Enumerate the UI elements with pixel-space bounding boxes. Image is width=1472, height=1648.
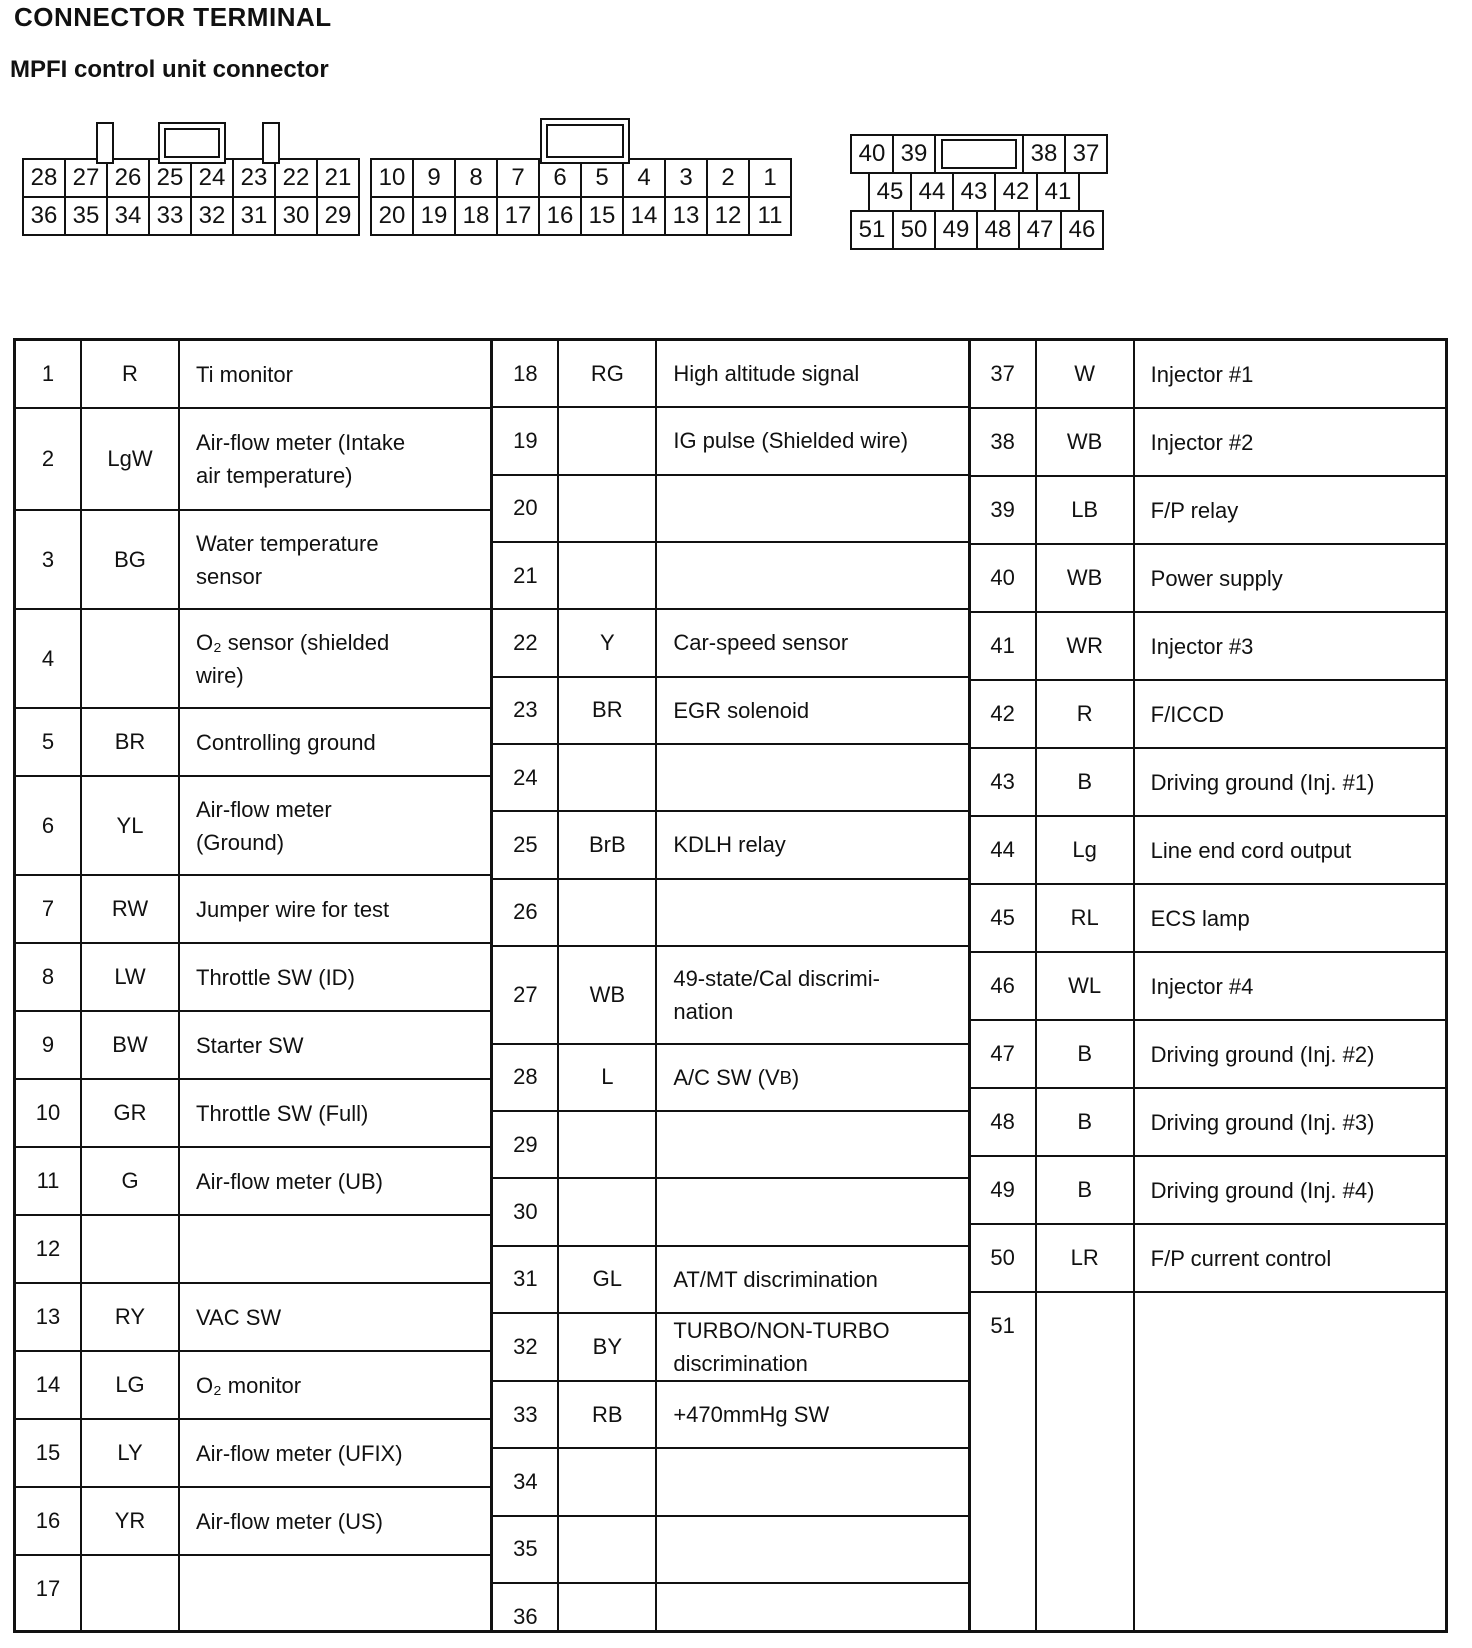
connector-a	[24, 160, 360, 236]
wire-color: WB	[1037, 409, 1135, 475]
connector-pin: 5	[580, 158, 624, 198]
terminal-description	[657, 1584, 967, 1630]
terminal-description: Air-flow meter (UB)	[196, 1168, 384, 1194]
terminal-description: O₂ sensor (shielded wire)	[196, 629, 390, 688]
table-row	[493, 1517, 967, 1584]
connector-pin: 33	[148, 196, 192, 236]
terminal-number: 35	[493, 1517, 559, 1582]
wire-color: YL	[82, 777, 180, 874]
wire-color: RW	[82, 876, 180, 942]
table-row	[493, 812, 967, 879]
connector-pin: 2	[706, 158, 750, 198]
terminal-description: A/C SW (V B )	[673, 1064, 800, 1090]
wire-color	[82, 610, 180, 707]
table-row	[971, 817, 1445, 885]
terminal-description	[657, 1112, 967, 1177]
terminal-number: 46	[971, 953, 1037, 1019]
wire-color	[559, 476, 657, 541]
connector-pin: 15	[580, 196, 624, 236]
connector-pin: 18	[454, 196, 498, 236]
table-row	[493, 1584, 967, 1630]
terminal-description: Driving ground (Inj. #4)	[1150, 1177, 1375, 1203]
connector-pin: 29	[316, 196, 360, 236]
connector-pin: 6	[538, 158, 582, 198]
connector-pin: 28	[22, 158, 66, 198]
wire-color	[82, 1556, 180, 1630]
terminal-number: 2	[16, 409, 82, 509]
wire-color: Y	[559, 610, 657, 675]
connector-pin: 50	[892, 210, 936, 250]
table-row	[493, 476, 967, 543]
connector-pin: 14	[622, 196, 666, 236]
wire-color: BR	[82, 709, 180, 775]
table-row	[16, 1556, 490, 1630]
terminal-description: High altitude signal	[673, 361, 860, 387]
terminal-table	[13, 338, 1448, 1633]
terminal-description: 49-state/Cal discrimi- nation	[673, 965, 880, 1024]
wire-color: BR	[559, 678, 657, 743]
terminal-description: IG pulse (Shielded wire)	[673, 428, 909, 454]
terminal-number: 23	[493, 678, 559, 743]
table-row	[971, 885, 1445, 953]
terminal-description: Injector #3	[1150, 633, 1254, 659]
table-row	[971, 1293, 1445, 1630]
terminal-description: Air-flow meter (UFIX)	[196, 1440, 403, 1466]
terminal-number: 42	[971, 681, 1037, 747]
terminal-number: 17	[16, 1556, 82, 1630]
wire-color: L	[559, 1045, 657, 1110]
table-row	[493, 678, 967, 745]
wire-color: RL	[1037, 885, 1135, 951]
terminal-table-column-1	[16, 341, 493, 1630]
terminal-description: Throttle SW (ID)	[196, 964, 355, 990]
page-title: CONNECTOR TERMINAL	[14, 2, 332, 32]
terminal-number: 27	[493, 947, 559, 1043]
table-row	[971, 545, 1445, 613]
terminal-number: 13	[16, 1284, 82, 1350]
table-row	[971, 1157, 1445, 1225]
connector-pin: 25	[148, 158, 192, 198]
terminal-description: Injector #2	[1150, 429, 1254, 455]
table-row	[16, 610, 490, 709]
table-row	[493, 408, 967, 475]
table-row	[971, 1089, 1445, 1157]
terminal-description: Water temperature sensor	[196, 530, 379, 589]
connector-pin: 42	[994, 172, 1038, 212]
terminal-description	[657, 1517, 967, 1582]
terminal-description: Air-flow meter (Ground)	[196, 796, 332, 855]
terminal-number: 14	[16, 1352, 82, 1418]
terminal-description: F/ICCD	[1150, 701, 1224, 727]
terminal-description: AT/MT discrimination	[673, 1266, 878, 1292]
table-row	[971, 409, 1445, 477]
wire-color: LB	[1037, 477, 1135, 543]
connector-pin: 31	[232, 196, 276, 236]
wire-color: B	[1037, 1089, 1135, 1155]
wire-color	[559, 1179, 657, 1244]
terminal-number: 21	[493, 543, 559, 608]
connector-pin: 51	[850, 210, 894, 250]
table-row	[493, 1045, 967, 1112]
terminal-number: 7	[16, 876, 82, 942]
terminal-description	[180, 1216, 490, 1282]
wire-color: LgW	[82, 409, 180, 509]
wire-color	[559, 1449, 657, 1514]
wire-color: GR	[82, 1080, 180, 1146]
terminal-description	[657, 1179, 967, 1244]
connector-pin: 17	[496, 196, 540, 236]
connector-pin: 23	[232, 158, 276, 198]
terminal-number: 16	[16, 1488, 82, 1554]
table-row	[16, 341, 490, 409]
table-row	[971, 477, 1445, 545]
terminal-number: 32	[493, 1314, 559, 1380]
connector-pin: 46	[1060, 210, 1104, 250]
connector-pin: 20	[370, 196, 414, 236]
terminal-table-column-2	[493, 341, 970, 1630]
terminal-description	[1135, 1293, 1445, 1630]
terminal-number: 37	[971, 341, 1037, 407]
connector-pin: 38	[1022, 134, 1066, 174]
terminal-number: 34	[493, 1449, 559, 1514]
wire-color: Lg	[1037, 817, 1135, 883]
connector-pin: 47	[1018, 210, 1062, 250]
table-row	[16, 511, 490, 610]
terminal-description	[657, 880, 967, 945]
connector-pin: 43	[952, 172, 996, 212]
terminal-number: 43	[971, 749, 1037, 815]
table-row	[16, 1420, 490, 1488]
wire-color	[559, 1517, 657, 1582]
table-row	[16, 1148, 490, 1216]
wire-color: G	[82, 1148, 180, 1214]
connector-pin: 8	[454, 158, 498, 198]
connector-pin: 27	[64, 158, 108, 198]
wire-color: BY	[559, 1314, 657, 1380]
table-row	[16, 1352, 490, 1420]
connector-pin: 11	[748, 196, 792, 236]
connector-pin: 10	[370, 158, 414, 198]
terminal-number: 26	[493, 880, 559, 945]
terminal-description	[180, 1556, 490, 1630]
terminal-description: F/P current control	[1150, 1245, 1332, 1271]
wire-color: YR	[82, 1488, 180, 1554]
connector-pin: 32	[190, 196, 234, 236]
table-row	[16, 876, 490, 944]
wire-color: LG	[82, 1352, 180, 1418]
connector-pin: 24	[190, 158, 234, 198]
terminal-number: 50	[971, 1225, 1037, 1291]
terminal-description: EGR solenoid	[673, 697, 810, 723]
wire-color	[1037, 1293, 1135, 1630]
connector-a-latch-small-right	[262, 122, 280, 164]
table-row	[493, 1112, 967, 1179]
table-row	[971, 681, 1445, 749]
connector-b	[372, 160, 792, 236]
terminal-description: Ti monitor	[196, 361, 293, 387]
terminal-table-column-3	[971, 341, 1445, 1630]
terminal-number: 25	[493, 812, 559, 877]
wire-color: B	[1037, 1021, 1135, 1087]
table-row	[971, 953, 1445, 1021]
wire-color: B	[1037, 749, 1135, 815]
connector-pin: 49	[934, 210, 978, 250]
terminal-number: 24	[493, 745, 559, 810]
wire-color	[559, 1584, 657, 1630]
wire-color	[559, 408, 657, 473]
terminal-number: 45	[971, 885, 1037, 951]
terminal-number: 15	[16, 1420, 82, 1486]
wire-color: BW	[82, 1012, 180, 1078]
table-row	[493, 880, 967, 947]
connector-pin: 44	[910, 172, 954, 212]
terminal-number: 33	[493, 1382, 559, 1447]
terminal-description: ECS lamp	[1150, 905, 1250, 931]
connector-pin: 36	[22, 196, 66, 236]
table-row	[493, 1382, 967, 1449]
terminal-description: Jumper wire for test	[196, 896, 390, 922]
terminal-description	[657, 476, 967, 541]
connector-pin: 16	[538, 196, 582, 236]
table-row	[971, 341, 1445, 409]
terminal-number: 11	[16, 1148, 82, 1214]
terminal-description: Starter SW	[196, 1032, 304, 1058]
connector-a-latch-small-left	[96, 122, 114, 164]
wire-color: BG	[82, 511, 180, 608]
table-row	[16, 1284, 490, 1352]
terminal-number: 5	[16, 709, 82, 775]
terminal-description: Line end cord output	[1150, 837, 1352, 863]
terminal-description: O₂ monitor	[196, 1372, 302, 1398]
wire-color	[559, 543, 657, 608]
table-row	[493, 610, 967, 677]
terminal-description: TURBO/NON-TURBO discrimination	[673, 1318, 890, 1377]
connector-pin: 13	[664, 196, 708, 236]
terminal-description	[657, 543, 967, 608]
wire-color: R	[82, 341, 180, 407]
wire-color: WR	[1037, 613, 1135, 679]
terminal-number: 20	[493, 476, 559, 541]
wire-color: W	[1037, 341, 1135, 407]
table-row	[16, 777, 490, 876]
table-row	[971, 749, 1445, 817]
connector-pin: 37	[1064, 134, 1108, 174]
terminal-description: Controlling ground	[196, 729, 376, 755]
terminal-description: Driving ground (Inj. #1)	[1150, 769, 1375, 795]
connector-pin: 34	[106, 196, 150, 236]
terminal-description: Driving ground (Inj. #2)	[1150, 1041, 1375, 1067]
connector-pin: 40	[850, 134, 894, 174]
wire-color: GL	[559, 1247, 657, 1312]
table-row	[16, 409, 490, 511]
connector-pin: 12	[706, 196, 750, 236]
connector-pin: 41	[1036, 172, 1080, 212]
terminal-description: Air-flow meter (Intake air temperature)	[196, 430, 406, 488]
connector-pin: 4	[622, 158, 666, 198]
table-row	[493, 341, 967, 408]
terminal-number: 48	[971, 1089, 1037, 1155]
table-row	[16, 709, 490, 777]
terminal-description: Power supply	[1150, 565, 1283, 591]
connector-pin: 48	[976, 210, 1020, 250]
connector-a-latch-center	[158, 122, 226, 164]
connector-pin: 1	[748, 158, 792, 198]
table-row	[16, 1216, 490, 1284]
table-row	[16, 1012, 490, 1080]
connector-b-latch	[540, 118, 630, 164]
connector-pin: 9	[412, 158, 456, 198]
wire-color	[82, 1216, 180, 1282]
terminal-number: 9	[16, 1012, 82, 1078]
terminal-number: 18	[493, 341, 559, 406]
connector-c	[852, 136, 1108, 250]
table-row	[16, 1080, 490, 1148]
table-row	[971, 613, 1445, 681]
terminal-number: 19	[493, 408, 559, 473]
table-row	[493, 947, 967, 1045]
table-row	[16, 944, 490, 1012]
table-row	[16, 1488, 490, 1556]
terminal-number: 29	[493, 1112, 559, 1177]
wire-color: BrB	[559, 812, 657, 877]
connector-pin: 30	[274, 196, 318, 236]
terminal-number: 47	[971, 1021, 1037, 1087]
table-row	[493, 1179, 967, 1246]
terminal-number: 28	[493, 1045, 559, 1110]
terminal-number: 41	[971, 613, 1037, 679]
terminal-number: 30	[493, 1179, 559, 1244]
connector-pin: 19	[412, 196, 456, 236]
connector-pin: 39	[892, 134, 936, 174]
connector-pin: 21	[316, 158, 360, 198]
terminal-number: 1	[16, 341, 82, 407]
terminal-number: 8	[16, 944, 82, 1010]
connector-pin: 35	[64, 196, 108, 236]
terminal-description: +470mmHg SW	[673, 1402, 830, 1428]
terminal-number: 10	[16, 1080, 82, 1146]
wire-color: RB	[559, 1382, 657, 1447]
wire-color	[559, 880, 657, 945]
wire-color: WL	[1037, 953, 1135, 1019]
connector-pin: 7	[496, 158, 540, 198]
terminal-description	[657, 745, 967, 810]
table-row	[493, 1314, 967, 1382]
table-row	[493, 745, 967, 812]
connector-c-latch	[934, 134, 1024, 174]
terminal-description: Air-flow meter (US)	[196, 1508, 384, 1534]
table-row	[493, 1449, 967, 1516]
terminal-number: 22	[493, 610, 559, 675]
terminal-description: Throttle SW (Full)	[196, 1100, 369, 1126]
connector-pin: 22	[274, 158, 318, 198]
terminal-description: Injector #4	[1150, 973, 1254, 999]
terminal-description: Injector #1	[1150, 361, 1254, 387]
wire-color: RG	[559, 341, 657, 406]
terminal-number: 4	[16, 610, 82, 707]
wire-color: LW	[82, 944, 180, 1010]
wire-color: R	[1037, 681, 1135, 747]
terminal-description: Driving ground (Inj. #3)	[1150, 1109, 1375, 1135]
table-row	[493, 543, 967, 610]
wire-color	[559, 745, 657, 810]
wire-color: WB	[1037, 545, 1135, 611]
wire-color: RY	[82, 1284, 180, 1350]
page-subtitle: MPFI control unit connector	[10, 56, 329, 83]
connector-pin: 3	[664, 158, 708, 198]
wire-color: LY	[82, 1420, 180, 1486]
terminal-number: 12	[16, 1216, 82, 1282]
terminal-description	[657, 1449, 967, 1514]
wire-color: B	[1037, 1157, 1135, 1223]
wire-color	[559, 1112, 657, 1177]
terminal-number: 40	[971, 545, 1037, 611]
terminal-number: 6	[16, 777, 82, 874]
terminal-number: 31	[493, 1247, 559, 1312]
wire-color: WB	[559, 947, 657, 1043]
connector-pin: 45	[868, 172, 912, 212]
terminal-description: Car-speed sensor	[673, 630, 849, 656]
terminal-description: F/P relay	[1150, 497, 1239, 523]
wire-color: LR	[1037, 1225, 1135, 1291]
terminal-number: 36	[493, 1584, 559, 1630]
table-row	[971, 1021, 1445, 1089]
terminal-description: VAC SW	[196, 1304, 282, 1330]
connector-pin: 26	[106, 158, 150, 198]
terminal-number: 44	[971, 817, 1037, 883]
terminal-number: 3	[16, 511, 82, 608]
table-row	[493, 1247, 967, 1314]
terminal-number: 39	[971, 477, 1037, 543]
terminal-number: 38	[971, 409, 1037, 475]
table-row	[971, 1225, 1445, 1293]
terminal-number: 49	[971, 1157, 1037, 1223]
terminal-description: KDLH relay	[673, 832, 786, 858]
terminal-number: 51	[971, 1293, 1037, 1630]
